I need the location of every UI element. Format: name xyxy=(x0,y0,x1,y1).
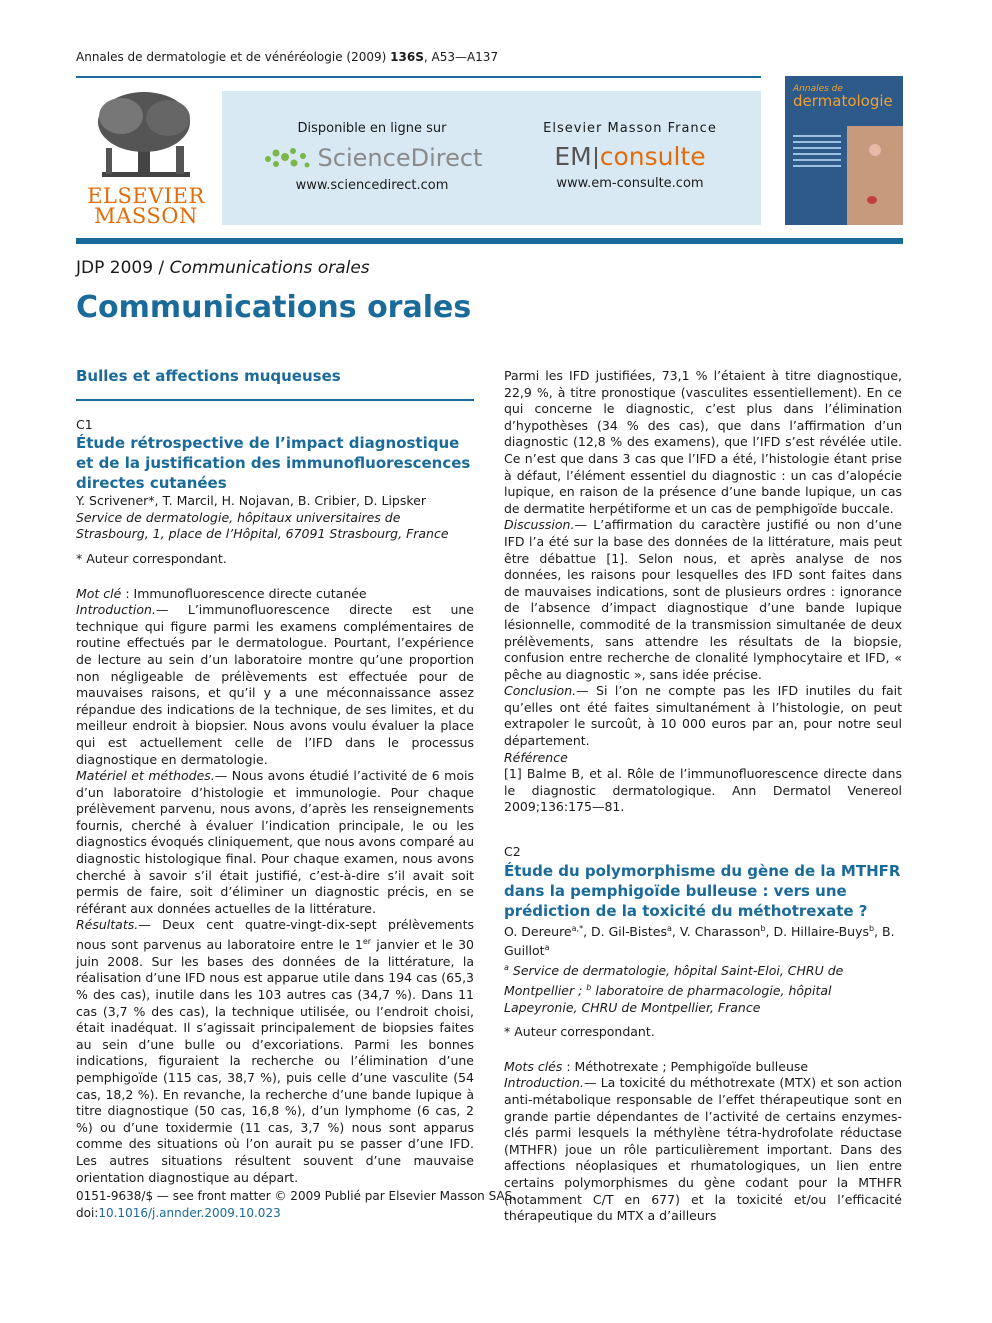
corresponding-note-c1: * Auteur correspondant. xyxy=(76,550,227,566)
subsection-rule xyxy=(76,399,474,401)
methods-c1: Matériel et méthodes.— Nous avons étudié l’activité de 6 mois d’un laboratoire d’histologie et immunologie. Pour chaque prélèvement parvenu, nous avons, d’après les renseignements fournis, cherché à évaluer l’indication principale, le ou les diagnostics évoqués cliniquement, que nous avons comparé au diagnostic histologique final. Pour chaque examen, nous avons cherché à savoir s’il était justifié, c’est-à-dire s’il avait soit permis de faire, soit d’éliminer un diagnostic précis, en se référant aux données actuelles de la littérature. xyxy=(76,768,474,916)
corresponding-note-c2: * Auteur correspondant. xyxy=(504,1024,655,1040)
left-column xyxy=(76,368,474,1186)
copyright-line: 0151-9638/$ — see front matter © 2009 Publié par Elsevier Masson SAS. xyxy=(76,1189,517,1203)
article-title-c1: Étude rétrospective de l’impact diagnostique et de la justification des immunofluorescences directes cutanées xyxy=(76,434,471,493)
availability-banner xyxy=(222,91,761,225)
keywords-c2: Mots clés : Méthotrexate ; Pemphigoïde bulleuse xyxy=(504,1058,809,1074)
emconsulte-consulte: consulte xyxy=(599,142,706,171)
sciencedirect-block xyxy=(242,121,502,193)
publisher-name: Elsevier Masson France xyxy=(543,121,717,136)
doi-link[interactable]: 10.1016/j.annder.2009.10.023 xyxy=(98,1206,281,1220)
sciencedirect-dots-icon xyxy=(262,145,312,171)
journal-cover-thumbnail xyxy=(785,76,903,225)
introduction-c1: Introduction.— L’immunofluorescence directe est une technique qui figure parmi les examens complémentaires de routine effectués par le dermatologue. Pourtant, l’expérience de lecture au sein d’un laboratoire montre qu’une proportion non négligeable de prélèvements est effectuée pour de mauvaises raisons, et qu’il y a une méconnaissance assez répandue des indications de la technique, de ses limites, et du meilleur endroit à biopsier. Nous avons voulu évaluer la place qui est actuellement celle de l’IFD dans le processus diagnostique en dermatologie. xyxy=(76,602,474,767)
subsection-title: Bulles et affections muqueuses xyxy=(76,367,341,385)
doi-line: doi:10.1016/j.annder.2009.10.023 xyxy=(76,1206,281,1220)
cover-title-a: Annales de xyxy=(793,84,843,94)
elsevier-logo xyxy=(76,88,216,228)
sciencedirect-wordmark: ScienceDirect xyxy=(317,144,483,172)
keywords-c1: Mot clé : Immunofluorescence directe cutanée xyxy=(76,585,367,601)
right-column xyxy=(504,368,902,1225)
emconsulte-logo xyxy=(522,142,738,174)
affiliation-c2: $^a$ Service de dermatologie, hôpital Saint-Eloi, CHRU de Montpellier ; $^b$ laboratoire de pharmacologie, hôpital Lapeyronie, CHRU de Montpellier, France xyxy=(504,963,844,1015)
conclusion-c1: Conclusion.— Si l’on ne compte pas les IFD inutiles du fait qu’elles ont été faites simultanément à l’histologie, on peut extrapoler le surcoût, à 10 000 euros par an, pour notre seul département. xyxy=(504,683,902,749)
logo-text-elsevier: ELSEVIER xyxy=(87,184,205,208)
article-title-c2: Étude du polymorphisme du gène de la MTHFR dans la pemphigoïde bulleuse : vers une prédiction de la toxicité du méthotrexate ? xyxy=(504,861,901,920)
header-divider xyxy=(76,238,903,244)
reference-c1: [1] Balme B, et al. Rôle de l’immunofluorescence directe dans le diagnostic dermatologique. Ann Dermatol Venereol 2009;136:175—81. xyxy=(504,766,902,815)
article-tag-c2: C2 xyxy=(504,844,521,860)
affiliation-c1: Service de dermatologie, hôpitaux universitaires de Strasbourg, 1, place de l’Hôpital, 67091 Strasbourg, France xyxy=(76,509,449,542)
sciencedirect-logo xyxy=(242,142,502,174)
running-header xyxy=(76,258,370,278)
authors-c2: O. Dereure$^{a,*}$, D. Gil-Bistes$^a$, V. Charasson$^b$, D. Hillaire-Buys$^b$, B. Guillot$^a$ xyxy=(504,923,895,959)
discussion-c1: Discussion.— L’affirmation du caractère justifié ou non d’une IFD l’a été sur la base des données de la littérature, mais peut être débattue [1]. Selon nous, et après analyse de nos données, les raisons pour lesquelles des IFD sont faites dans de mauvaises indications, sont de plusieurs ordres : ignorance de l’absence d’impact diagnostique d’une bande lupique lésionnelle, commodité de la transmission simultanée de deux prélèvements, sans attendre les résultats de la biopsie, confusion entre recherche de clonalité lymphocytaire et IFD, « pêche au diagnostic », sans idée précise. xyxy=(504,517,902,682)
results-continued-c1: Parmi les IFD justifiées, 73,1 % l’étaient à titre diagnostique, 22,9 %, à titre pronostique (vasculites essentiellement). En ce qui concerne le diagnostic, c’est plus dans l’élimination d’hypothèses (34 % des cas), que dans l’affirmation d’un diagnostic (12,8 % des examens), que l’IFD s’est révélée utile. Ce n’est que dans 3 cas que l’IFD a été, l’histologie étant prise à défaut, l’élément essentiel du diagnostic : un cas d’alopécie lupique, en raison de la présence d’une bande lupique, un cas de dermatite herpétiforme et un cas de pemphigoïde buccale. xyxy=(504,368,902,516)
authors-c1: Y. Scrivener*, T. Marcil, H. Nojavan, B. Cribier, D. Lipsker xyxy=(76,493,426,509)
page-title: Communications orales xyxy=(76,290,472,325)
running-header-prefix: JDP 2009 / xyxy=(76,258,170,278)
emconsulte-block xyxy=(522,121,738,191)
emconsulte-em: EM xyxy=(554,142,592,171)
running-header-italic: Communications orales xyxy=(169,258,370,278)
available-online-label: Disponible en ligne sur xyxy=(297,121,447,136)
introduction-c2: Introduction.— La toxicité du méthotrexate (MTX) et son action anti-métabolique responsable de l’effet thérapeutique sont en grande partie dépendantes de l’activité de certains enzymes-clés parmi lesquels la méthylène tétra-hydrofolate réductase (MTHFR) joue un rôle particulièrement important. Dans des affections néoplasiques et rhumatologiques, un lien entre certains polymorphismes du gène codant pour la MTHFR (notamment C/T en 677) et la toxicité et/ou l’efficacité thérapeutique du MTX a d’ailleurs xyxy=(504,1075,902,1224)
journal-ref-prefix: Annales de dermatologie et de vénéréologie (2009) xyxy=(76,50,387,64)
sciencedirect-url[interactable]: www.sciencedirect.com xyxy=(295,178,449,193)
cover-photo xyxy=(847,126,903,225)
tree-icon xyxy=(76,88,216,183)
page-footer xyxy=(76,1188,516,1222)
article-tag-c1: C1 xyxy=(76,416,93,432)
emconsulte-url[interactable]: www.em-consulte.com xyxy=(556,176,704,191)
reference-heading-c1: Référence xyxy=(504,749,568,765)
journal-reference xyxy=(76,50,498,64)
journal-ref-pages: , A53—A137 xyxy=(423,50,499,64)
journal-ref-volume: 136S xyxy=(390,50,424,64)
results-c1: Résultats.— Deux cent quatre-vingt-dix-sept prélèvements nous sont parvenus au laboratoire entre le 1er janvier et le 30 juin 2008. Sur les bases des données de la littérature, la réalisation d’une IFD nous est apparue utile dans 194 cas (65,3 % des cas), inutile dans les 103 autres cas (34,7 %). Dans 11 cas (3,7 % des cas), la technique utilisée, ou l’endroit choisi, était inadéquat. Il s’agissait principalement de biopsies faites au sein d’une bulle ou d’excoriations. Parmi les bonnes indications, figuraient la recherche ou l’élimination d’une pemphigoïde (115 cas, 38,7 %), puis celle d’une vasculite (54 cas, 18,2 %). En revanche, la recherche d’une bande lupique à titre diagnostique (50 cas, 16,8 %), d’un lymphome (6 cas, 2 %) ou d’une toxidermie (11 cas, 3,7 %) nous sont apparus comme des situations où l’on aurait pu se passer d’une IFD. Les autres situations résultent souvent d’une mauvaise orientation diagnostique au départ. xyxy=(76,917,474,1185)
cover-title-b: dermatologie xyxy=(793,92,893,110)
top-rule xyxy=(76,76,761,78)
cover-toc-lines xyxy=(793,131,841,201)
logo-text-masson: MASSON xyxy=(94,204,198,228)
